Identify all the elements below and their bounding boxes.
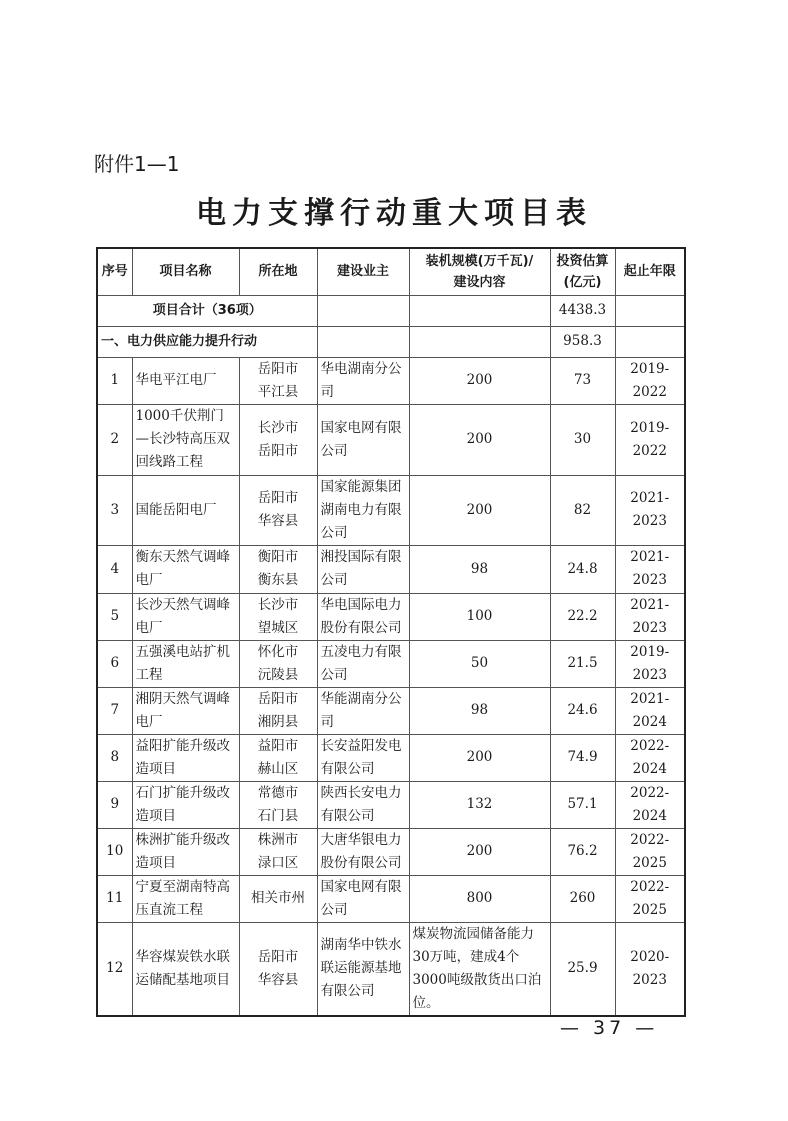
project-scale: 98 xyxy=(409,545,550,593)
project-location: 长沙市 望城区 xyxy=(239,593,317,640)
header-cell: 投资估算 (亿元) xyxy=(550,248,615,295)
project-name: 株洲扩能升级改造项目 xyxy=(132,828,239,875)
header-cell: 所在地 xyxy=(239,248,317,295)
project-investment: 260 xyxy=(550,875,615,922)
row-number: 10 xyxy=(97,828,132,875)
project-name: 华电平江电厂 xyxy=(132,357,239,404)
project-owner: 陕西长安电力有限公司 xyxy=(317,781,409,828)
table-row xyxy=(97,875,685,922)
project-owner: 国家电网有限公司 xyxy=(317,404,409,475)
table-row xyxy=(97,828,685,875)
project-location: 相关市州 xyxy=(239,875,317,922)
table-row xyxy=(97,922,685,1016)
project-investment: 74.9 xyxy=(550,734,615,781)
project-owner: 国家能源集团湖南电力有限公司 xyxy=(317,475,409,545)
empty-cell xyxy=(317,295,409,326)
section-label: 一、电力供应能力提升行动 xyxy=(97,326,317,357)
project-investment: 25.9 xyxy=(550,922,615,1016)
row-number: 5 xyxy=(97,593,132,640)
project-period: 2019-2023 xyxy=(615,640,685,687)
project-owner: 大唐华银电力股份有限公司 xyxy=(317,828,409,875)
header-cell: 起止年限 xyxy=(615,248,685,295)
project-scale: 100 xyxy=(409,593,550,640)
table-row xyxy=(97,640,685,687)
attachment-label: 附件1—1 xyxy=(94,152,180,176)
row-number: 1 xyxy=(97,357,132,404)
project-location: 衡阳市 衡东县 xyxy=(239,545,317,593)
project-owner: 湘投国际有限公司 xyxy=(317,545,409,593)
table-row xyxy=(97,781,685,828)
project-location: 常德市 石门县 xyxy=(239,781,317,828)
section-investment: 958.3 xyxy=(550,326,615,357)
project-period: 2020-2023 xyxy=(615,922,685,1016)
project-period: 2021-2023 xyxy=(615,475,685,545)
row-number: 8 xyxy=(97,734,132,781)
projects-table xyxy=(96,247,686,1017)
project-period: 2022-2024 xyxy=(615,734,685,781)
empty-cell xyxy=(317,326,409,357)
total-row xyxy=(97,295,685,326)
project-name: 衡东天然气调峰电厂 xyxy=(132,545,239,593)
project-owner: 华电国际电力股份有限公司 xyxy=(317,593,409,640)
project-name: 石门扩能升级改造项目 xyxy=(132,781,239,828)
row-number: 2 xyxy=(97,404,132,475)
table-row xyxy=(97,545,685,593)
project-owner: 湖南华中铁水联运能源基地有限公司 xyxy=(317,922,409,1016)
project-scale: 200 xyxy=(409,404,550,475)
project-name: 华容煤炭铁水联运储配基地项目 xyxy=(132,922,239,1016)
project-name: 1000千伏荆门—长沙特高压双回线路工程 xyxy=(132,404,239,475)
project-scale: 200 xyxy=(409,357,550,404)
project-location: 株洲市 渌口区 xyxy=(239,828,317,875)
header-cell: 建设业主 xyxy=(317,248,409,295)
project-period: 2021-2023 xyxy=(615,593,685,640)
project-scale: 98 xyxy=(409,687,550,734)
project-owner: 华能湖南分公司 xyxy=(317,687,409,734)
project-investment: 73 xyxy=(550,357,615,404)
project-period: 2021-2024 xyxy=(615,687,685,734)
total-label: 项目合计（36项） xyxy=(97,295,317,326)
header-cell: 序号 xyxy=(97,248,132,295)
project-scale: 200 xyxy=(409,828,550,875)
project-scale: 50 xyxy=(409,640,550,687)
project-scale: 200 xyxy=(409,475,550,545)
project-investment: 24.6 xyxy=(550,687,615,734)
page-number: — 37 — xyxy=(560,1017,659,1039)
project-investment: 82 xyxy=(550,475,615,545)
header-row xyxy=(97,248,685,295)
project-investment: 22.2 xyxy=(550,593,615,640)
project-investment: 24.8 xyxy=(550,545,615,593)
section-row xyxy=(97,326,685,357)
empty-cell xyxy=(409,326,550,357)
project-period: 2022-2025 xyxy=(615,828,685,875)
project-name: 长沙天然气调峰电厂 xyxy=(132,593,239,640)
project-owner: 国家电网有限公司 xyxy=(317,875,409,922)
project-name: 湘阴天然气调峰电厂 xyxy=(132,687,239,734)
project-location: 益阳市 赫山区 xyxy=(239,734,317,781)
project-period: 2021-2023 xyxy=(615,545,685,593)
project-location: 岳阳市 华容县 xyxy=(239,922,317,1016)
project-scale: 800 xyxy=(409,875,550,922)
total-investment: 4438.3 xyxy=(550,295,615,326)
empty-cell xyxy=(615,295,685,326)
project-name: 国能岳阳电厂 xyxy=(132,475,239,545)
project-investment: 76.2 xyxy=(550,828,615,875)
project-owner: 五凌电力有限公司 xyxy=(317,640,409,687)
project-period: 2019-2022 xyxy=(615,357,685,404)
project-period: 2022-2025 xyxy=(615,875,685,922)
project-period: 2022-2024 xyxy=(615,781,685,828)
table-row xyxy=(97,404,685,475)
project-owner: 长安益阳发电有限公司 xyxy=(317,734,409,781)
row-number: 6 xyxy=(97,640,132,687)
table-row xyxy=(97,475,685,545)
project-location: 岳阳市 华容县 xyxy=(239,475,317,545)
table-row xyxy=(97,687,685,734)
row-number: 7 xyxy=(97,687,132,734)
document-title: 电力支撑行动重大项目表 xyxy=(196,196,592,231)
project-scale: 200 xyxy=(409,734,550,781)
project-name: 宁夏至湖南特高压直流工程 xyxy=(132,875,239,922)
project-location: 怀化市 沅陵县 xyxy=(239,640,317,687)
project-period: 2019-2022 xyxy=(615,404,685,475)
project-investment: 30 xyxy=(550,404,615,475)
project-name: 五强溪电站扩机工程 xyxy=(132,640,239,687)
header-cell: 装机规模(万千瓦)/ 建设内容 xyxy=(409,248,550,295)
table-row xyxy=(97,357,685,404)
row-number: 4 xyxy=(97,545,132,593)
project-location: 岳阳市 平江县 xyxy=(239,357,317,404)
header-cell: 项目名称 xyxy=(132,248,239,295)
row-number: 12 xyxy=(97,922,132,1016)
project-location: 长沙市 岳阳市 xyxy=(239,404,317,475)
row-number: 3 xyxy=(97,475,132,545)
project-owner: 华电湖南分公司 xyxy=(317,357,409,404)
project-scale: 132 xyxy=(409,781,550,828)
table-row xyxy=(97,734,685,781)
project-scale: 煤炭物流园储备能力30万吨，建成4个3000吨级散货出口泊位。 xyxy=(409,922,550,1016)
empty-cell xyxy=(615,326,685,357)
row-number: 9 xyxy=(97,781,132,828)
empty-cell xyxy=(409,295,550,326)
table-row xyxy=(97,593,685,640)
project-name: 益阳扩能升级改造项目 xyxy=(132,734,239,781)
project-location: 岳阳市 湘阴县 xyxy=(239,687,317,734)
row-number: 11 xyxy=(97,875,132,922)
project-investment: 21.5 xyxy=(550,640,615,687)
project-investment: 57.1 xyxy=(550,781,615,828)
